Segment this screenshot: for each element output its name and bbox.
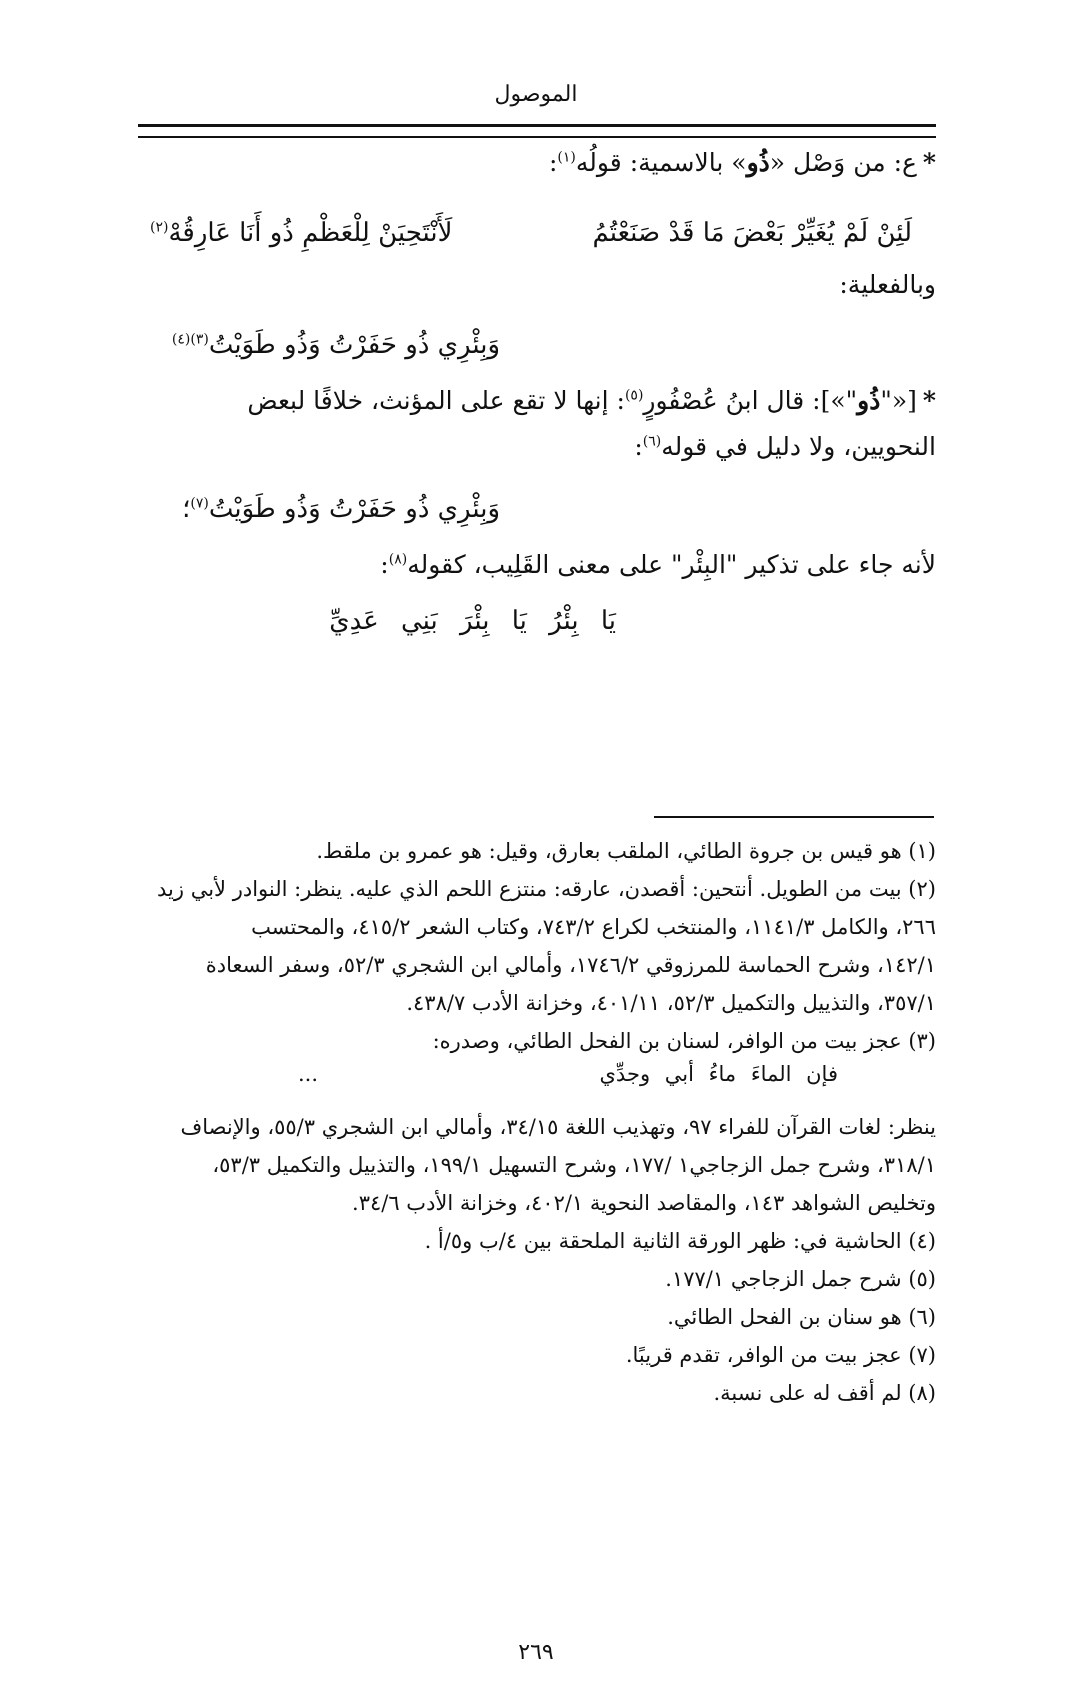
footnote-3-line1: ينظر: لغات القرآن للفراء ٩٧، وتهذيب اللغة ٣٤/١٥، وأمالي ابن الشجري ٥٥/٣، والإنصاف (180, 1115, 936, 1139)
footnote-4: (٤) الحاشية في: ظهر الورقة الثانية الملحقة بين ٤/ب و٥/أ . (424, 1229, 936, 1253)
paragraph-3-line2 (634, 432, 936, 461)
running-header: الموصول (494, 82, 578, 107)
footnote-1: (١) هو قيس بن جروة الطائي، الملقب بعارق، وقيل: هو عمرو بن ملقط. (316, 839, 936, 863)
footnote-6: (٦) هو سنان بن الفحل الطائي. (667, 1305, 936, 1329)
verse4: يَا بِئْرُ يَا بِئْرَ بَنِي عَدِيِّ (329, 606, 616, 636)
footnote-ref-2: (٢) (150, 219, 169, 236)
para3-line1-rest: : إنها لا تقع على المؤنث، خلافًا لبعض (247, 386, 625, 415)
paragraph-2: وبالفعلية: (839, 270, 936, 299)
paragraph-3-line1 (136, 386, 936, 415)
footnote-5: (٥) شرح جمل الزجاجي ١٧٧/١. (665, 1267, 936, 1291)
footnote-ref-7: (٧) (190, 495, 209, 512)
footnote-ref-5: (٥) (624, 387, 644, 404)
verse1-right-text: لَئِنْ لَمْ يُغَيِّرْ بَعْضَ مَا قَدْ صَنَعْتُمُ (592, 218, 912, 248)
footnote-ref-3-4: (٣)(٤) (171, 331, 209, 348)
footnote-2-line1: (٢) بيت من الطويل. أنتحين: أقصدن، عارقه: منتزع اللحم الذي عليه. ينظر: النوادر لأبي زيد (157, 877, 936, 901)
para3-line2-text: النحويين، ولا دليل في قوله (661, 432, 936, 461)
footnote-3-verse: فإن الماءَ ماءُ أبي وجدِّي (599, 1062, 838, 1086)
footnote-2-line4: ٣٥٧/١، والتذييل والتكميل ٥٢/٣، ٤٠١/١١، وخزانة الأدب ٤٣٨/٧. (406, 991, 936, 1015)
para4-end: : (380, 550, 389, 579)
footnote-3-line2: ٣١٨/١، وشرح جمل الزجاجي١ /١٧٧، وشرح التسهيل ١٩٩/١، والتذييل والتكميل ٥٣/٣، (212, 1153, 936, 1177)
footnote-separator (654, 816, 934, 818)
paragraph-1 (549, 148, 936, 177)
page-number: ٢٦٩ (518, 1640, 554, 1665)
para1-text: ع: من وَصْل « (769, 148, 917, 177)
verse1-second-hemistich (150, 218, 452, 248)
verse3-end: ؛ (182, 494, 191, 524)
para1-end: : (548, 148, 558, 177)
footnote-3: (٣) عجز بيت من الوافر، لسنان بن الفحل الطائي، وصدره: (432, 1029, 936, 1053)
verse3-text: وَبِئْرِي ذُو حَفَرْتُ وَذُو طَوَيْتُ (208, 494, 500, 524)
header-rule-thin (138, 136, 936, 138)
para3-open: [«" (880, 386, 917, 415)
footnote-ref-6: (٦) (642, 433, 662, 450)
para1-bold: ذُو (746, 148, 770, 177)
para3-bold: ذُو (857, 386, 881, 415)
verse2-text: وَبِئْرِي ذُو حَفَرْتُ وَذُو طَوَيْتُ (208, 330, 500, 360)
verse1-left-text: لَأَنْتَحِيَنْ لِلْعَظْمِ ذُو أَنَا عَارِقُهْ (168, 218, 453, 248)
footnote-ref-8: (٨) (388, 551, 408, 568)
para4-text: لأنه جاء على تذكير "البِئْر" على معنى القَلِيب، كقوله (407, 550, 936, 579)
footnote-8: (٨) لم أقف له على نسبة. (713, 1381, 936, 1405)
footnote-ref-1: (١) (557, 149, 576, 166)
star-marker-2: * (922, 386, 936, 415)
header-rule-thick (138, 124, 936, 127)
footnote-3-ellipsis: ... (298, 1062, 319, 1086)
footnote-2-line2: ٢٦٦، والكامل ١١٤١/٣، والمنتخب لكراع ٧٤٣/٢، وكتاب الشعر ٤١٥/٢، والمحتسب (251, 915, 936, 939)
star-marker: * (922, 148, 936, 177)
footnote-7: (٧) عجز بيت من الوافر، تقدم قريبًا. (625, 1343, 936, 1367)
verse3 (182, 494, 500, 524)
para1-text2: » بالاسمية: قولُه (575, 148, 747, 177)
paragraph-4 (380, 550, 936, 579)
footnote-3-line3: وتخليص الشواهد ١٤٣، والمقاصد النحوية ٤٠٢/١، وخزانة الأدب ٣٤/٦. (352, 1191, 936, 1215)
footnote-2-line3: ١٤٢/١، وشرح الحماسة للمرزوقي ١٧٤٦/٢، وأمالي ابن الشجري ٥٢/٣، وسفر السعادة (205, 953, 936, 977)
verse2 (172, 330, 500, 360)
verse1-first-hemistich (592, 218, 912, 248)
para3-close: "»]: قال ابنُ عُصْفُورٍ (643, 386, 858, 415)
para3-line2-end: : (634, 432, 643, 461)
